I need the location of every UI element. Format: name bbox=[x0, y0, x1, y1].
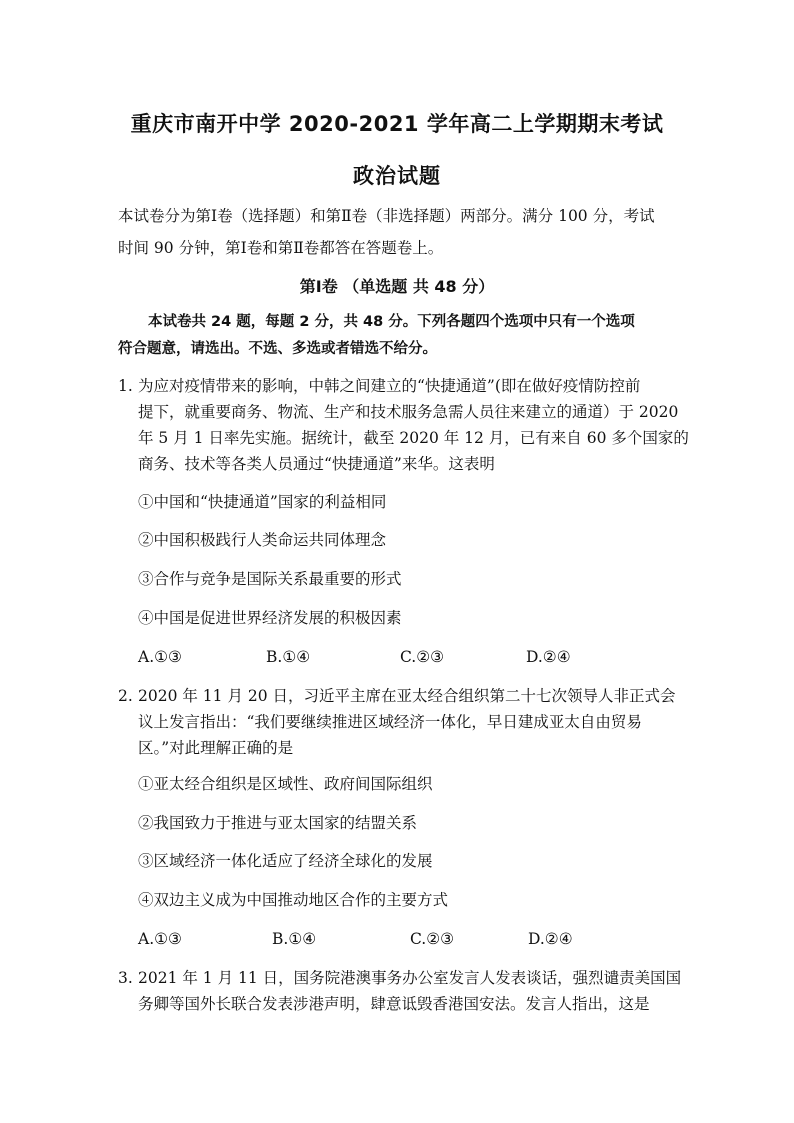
answer-choice-c: C.②③ bbox=[400, 648, 445, 666]
question-number: 2. bbox=[118, 687, 133, 705]
section-heading: 第Ⅰ卷 （单选题 共 48 分） bbox=[299, 277, 495, 296]
question-line: 提下，就重要商务、物流、生产和技术服务急需人员往来建立的通道）于 2020 bbox=[138, 403, 679, 421]
question-line: 2021 年 1 月 11 日，国务院港澳事务办公室发言人发表谈话，强烈谴责美国国 bbox=[138, 969, 682, 987]
option-item: ④双边主义成为中国推动地区合作的主要方式 bbox=[138, 891, 449, 909]
answer-choice-b: B.①④ bbox=[266, 648, 311, 666]
answer-choice-d: D.②④ bbox=[526, 648, 571, 666]
page-subtitle: 政治试题 bbox=[353, 164, 441, 188]
option-item: ②中国积极践行人类命运共同体理念 bbox=[138, 531, 387, 549]
option-item: ③区域经济一体化适应了经济全球化的发展 bbox=[138, 852, 433, 870]
intro-line-2: 时间 90 分钟，第Ⅰ卷和第Ⅱ卷都答在答题卷上。 bbox=[118, 239, 444, 257]
question-line: 年 5 月 1 日率先实施。据统计，截至 2020 年 12 月，已有来自 60 多个国家的 bbox=[138, 429, 689, 447]
question-line: 商务、技术等各类人员通过“快捷通道”来华。这表明 bbox=[138, 455, 495, 473]
question-line: 议上发言指出：“我们要继续推进区域经济一体化，早日建成亚太自由贸易 bbox=[138, 713, 642, 731]
page-title: 重庆市南开中学 2020-2021 学年高二上学期期末考试 bbox=[130, 112, 664, 136]
option-item: ③合作与竞争是国际关系最重要的形式 bbox=[138, 570, 402, 588]
answer-choice-a: A.①③ bbox=[138, 648, 182, 666]
option-item: ④中国是促进世界经济发展的积极因素 bbox=[138, 609, 402, 627]
question-line: 区。”对此理解正确的是 bbox=[138, 739, 294, 757]
answer-choice-a: A.①③ bbox=[138, 930, 182, 948]
question-line: 务卿等国外长联合发表涉港声明，肆意诋毁香港国安法。发言人指出，这是 bbox=[138, 995, 650, 1013]
option-item: ②我国致力于推进与亚太国家的结盟关系 bbox=[138, 814, 418, 832]
answer-choice-c: C.②③ bbox=[410, 930, 455, 948]
question-line: 2020 年 11 月 20 日，习近平主席在亚太经合组织第二十七次领导人非正式会 bbox=[138, 687, 676, 705]
answer-choice-b: B.①④ bbox=[272, 930, 317, 948]
instruction-line-2: 符合题意，请选出。不选、多选或者错选不给分。 bbox=[118, 341, 437, 357]
intro-line-1: 本试卷分为第Ⅰ卷（选择题）和第Ⅱ卷（非选择题）两部分。满分 100 分，考试 bbox=[118, 207, 655, 225]
question-number: 1. bbox=[118, 377, 133, 395]
question-number: 3. bbox=[118, 969, 133, 987]
option-item: ①亚太经合组织是区域性、政府间国际组织 bbox=[138, 775, 433, 793]
answer-choice-d: D.②④ bbox=[528, 930, 573, 948]
option-item: ①中国和“快捷通道”国家的利益相同 bbox=[138, 493, 387, 511]
question-line: 为应对疫情带来的影响，中韩之间建立的“快捷通道”(即在做好疫情防控前 bbox=[138, 377, 641, 395]
instruction-line-1: 本试卷共 24 题，每题 2 分，共 48 分。下列各题四个选项中只有一个选项 bbox=[148, 314, 635, 330]
